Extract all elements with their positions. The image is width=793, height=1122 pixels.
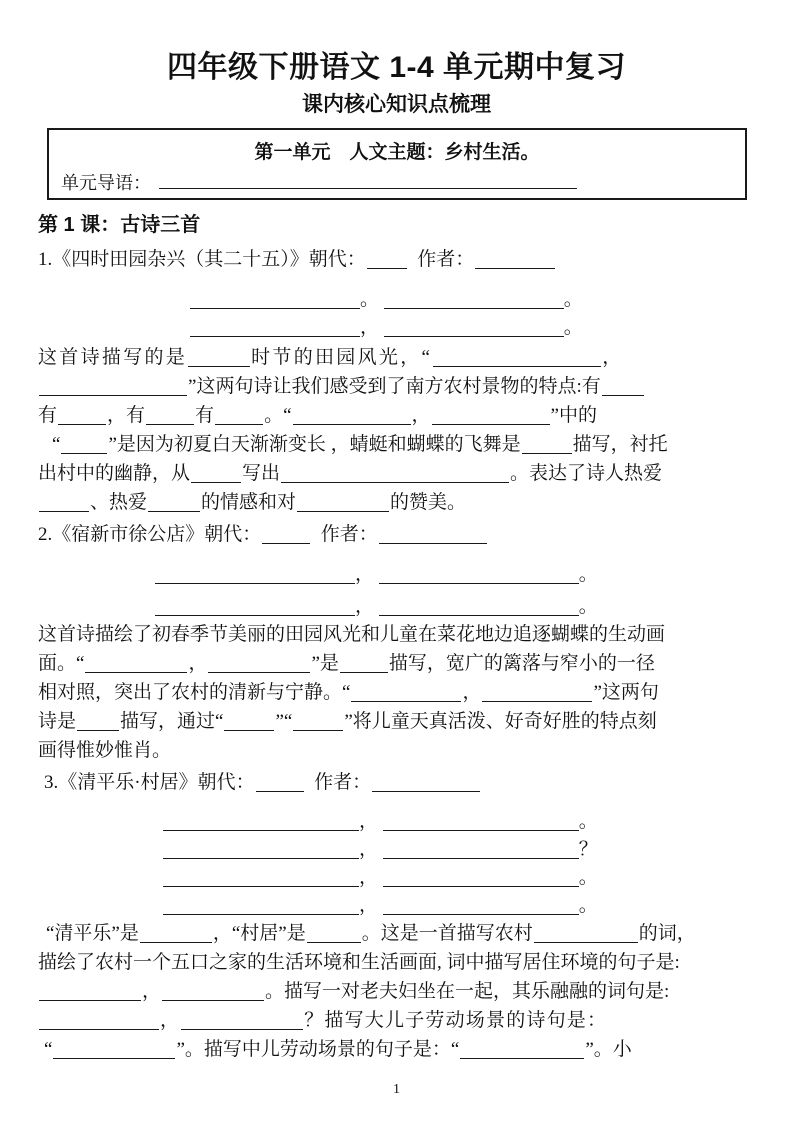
quote-close: ”	[550, 405, 559, 426]
text-xiao: 。小	[593, 1039, 632, 1060]
blank[interactable]	[534, 925, 638, 943]
unit-guide-blank[interactable]	[159, 172, 577, 189]
blank[interactable]	[307, 925, 361, 943]
blank[interactable]	[297, 494, 389, 512]
text-deci: 的词，	[638, 923, 696, 944]
text-qingpingyue: “清平乐”是	[46, 923, 139, 944]
blank[interactable]	[351, 684, 461, 702]
poem-1-dynasty-blank[interactable]	[367, 251, 407, 269]
quote-open: “	[450, 1039, 460, 1060]
poem-2-line-2-blank-a[interactable]	[155, 597, 355, 616]
poem-3-analysis-line-4	[38, 1011, 607, 1030]
blank[interactable]	[602, 378, 644, 396]
poem-1-line-1	[190, 290, 583, 309]
blank[interactable]	[85, 655, 187, 673]
text-miaoxiedaerzi: ？描写大儿子劳动场景的诗句是：	[304, 1010, 608, 1031]
blank[interactable]	[482, 684, 592, 702]
poem-3-line-1-blank-a[interactable]	[163, 812, 359, 831]
blank[interactable]	[61, 436, 107, 454]
text-deqinggan: 的情感和对	[201, 492, 297, 513]
punct-period: 。	[264, 405, 284, 426]
poem-2-line-1-blank-a[interactable]	[155, 565, 355, 584]
text-shijie: 时节的田园风光，	[251, 347, 422, 368]
poem-3-line-4	[163, 896, 598, 915]
quote-open: “	[44, 1039, 53, 1060]
poem-3-line-1	[163, 812, 598, 831]
poem-2-line-1-punct-b: 。	[578, 564, 598, 586]
blank[interactable]	[148, 494, 200, 512]
lesson-heading: 第 1 课：古诗三首	[38, 214, 201, 236]
poem-2-analysis-line-1: 这首诗描绘了初春季节美丽的田园风光和儿童在菜花地边追逐蝴蝶的生动画	[38, 624, 666, 645]
text-xiangduizhao: 相对照，突出了农村的清新与宁静。	[38, 682, 343, 703]
blank[interactable]	[432, 407, 550, 425]
quote-open: “	[342, 682, 351, 703]
poem-3-author-blank[interactable]	[372, 774, 480, 792]
quote-close: ”	[188, 376, 197, 397]
text-mian: 面。	[38, 653, 77, 674]
poem-1-line-2-blank-b[interactable]	[384, 318, 564, 337]
poem-2-analysis-line-5: 画得惟妙惟肖。	[38, 740, 172, 761]
text-miaoxietongguo: 描写，通过	[120, 711, 216, 732]
poem-1-line-2	[190, 318, 583, 337]
blank[interactable]	[77, 713, 119, 731]
poem-2-index: 2.	[38, 524, 53, 545]
text-miaoxiekuan: 描写，宽广的篱落与窄小的一径	[388, 653, 655, 674]
poem-3-line-4-punct-b: 。	[578, 895, 598, 917]
page-number: 1	[393, 1082, 400, 1097]
poem-3-title: 《清平乐·村居》	[58, 772, 198, 793]
text-xiechu: 写出	[242, 463, 281, 484]
text-zheliangju2: 这两句	[601, 682, 659, 703]
punct-comma: ，	[107, 405, 127, 426]
poem-1-title-line	[38, 250, 556, 269]
poem-1-line-1-punct-b: 。	[563, 289, 583, 311]
text-shiyinwei: 是因为初夏白天渐渐变长 ，蜻蜓和蝴蝶的飞舞是	[116, 434, 521, 455]
poem-3-line-2-punct-a: ，	[359, 839, 379, 861]
poem-2-line-2-punct-b: 。	[578, 596, 598, 618]
poem-1-title: 《四时田园杂兴（其二十五）》	[52, 249, 309, 270]
unit-box	[47, 128, 747, 200]
poem-1-index: 1.	[38, 249, 53, 270]
blank[interactable]	[224, 713, 274, 731]
blank[interactable]	[215, 407, 263, 425]
text-you: 有	[126, 405, 146, 426]
poem-3-line-3-punct-b: 。	[578, 867, 598, 889]
poem-3-analysis-line-5	[44, 1040, 632, 1059]
poem-3-line-4-blank-b[interactable]	[383, 896, 579, 915]
poem-3-index: 3.	[44, 772, 59, 793]
text-zheshi: 。这是一首描写农村	[361, 923, 533, 944]
poem-3-line-3	[163, 868, 598, 887]
poem-1-line-1-punct-a: 。	[360, 289, 380, 311]
text-zheliangju: 这两句诗让我们感受到了南方农村景物的特点:	[196, 376, 582, 397]
text-zheshoushi: 这首诗描写的是	[38, 347, 188, 368]
poem-3-analysis-line-2: 描绘了农村一个五口之家的生活环境和生活画面, 词中描写居住环境的句子是:	[38, 952, 680, 973]
poem-3-line-2-punct-b: ？	[578, 839, 598, 861]
poem-3-dynasty-blank[interactable]	[256, 774, 304, 792]
quote-open: “	[52, 434, 61, 455]
poem-1-analysis-line-5	[38, 464, 662, 483]
punct-comma: ，	[602, 347, 624, 368]
quote-open: “	[283, 711, 293, 732]
poem-2-line-1-blank-b[interactable]	[379, 565, 579, 584]
poem-3-line-3-blank-a[interactable]	[163, 868, 359, 887]
poem-3-line-2-blank-b[interactable]	[383, 840, 579, 859]
poem-1-analysis-line-3	[38, 406, 597, 425]
quote-close: ”	[585, 1039, 594, 1060]
blank[interactable]	[146, 407, 194, 425]
poem-3-line-1-punct-b: 。	[578, 811, 598, 833]
punct-comma: ，	[462, 682, 482, 703]
poem-1-line-1-blank-a[interactable]	[190, 290, 360, 309]
text-chucunzhong: 出村中的幽静，从	[38, 463, 191, 484]
unit-guide-label: 单元导语：	[61, 173, 151, 193]
unit-guide-row	[61, 169, 733, 195]
text-shi: 是	[319, 653, 339, 674]
poem-2-line-2	[155, 597, 598, 616]
poem-2-line-2-punct-a: ，	[355, 596, 375, 618]
text-shishi: 诗是	[38, 711, 77, 732]
quote-open: “	[76, 653, 85, 674]
blank[interactable]	[281, 465, 509, 483]
poem-3-line-1-punct-a: ，	[359, 811, 379, 833]
poem-2-author-blank[interactable]	[379, 526, 487, 544]
blank[interactable]	[522, 436, 572, 454]
text-biaoda: 。表达了诗人热爱	[510, 463, 663, 484]
blank[interactable]	[39, 378, 187, 396]
poem-2-line-1	[155, 565, 598, 584]
poem-1-analysis-line-1	[38, 348, 624, 367]
poem-2-analysis-line-4	[38, 712, 657, 731]
text-cunju: ，“村居”是	[212, 923, 306, 944]
poem-3-line-1-blank-b[interactable]	[383, 812, 579, 831]
poem-1-author-blank[interactable]	[475, 251, 555, 269]
blank[interactable]	[293, 713, 343, 731]
poem-2-author-label: 作者：	[320, 524, 378, 545]
poem-1-line-1-blank-b[interactable]	[384, 290, 564, 309]
poem-3-line-2	[163, 840, 598, 859]
page-title: 四年级下册语文 1-4 单元期中复习	[166, 51, 627, 84]
poem-3-line-3-punct-a: ，	[359, 867, 379, 889]
blank[interactable]	[460, 1041, 584, 1059]
quote-close: ”	[593, 682, 602, 703]
poem-1-line-2-blank-a[interactable]	[190, 318, 360, 337]
quote-close: ”	[311, 653, 320, 674]
blank[interactable]	[188, 349, 250, 367]
quote-open: “	[283, 405, 292, 426]
poem-3-line-4-punct-a: ，	[359, 895, 379, 917]
poem-2-dynasty-label: 朝代：	[204, 524, 262, 545]
quote-close: ”	[275, 711, 284, 732]
poem-1-analysis-line-4	[52, 435, 668, 454]
quote-close: ”	[344, 711, 353, 732]
text-dezanmei: 的赞美。	[390, 492, 467, 513]
unit-heading: 第一单元 人文主题：乡村生活。	[254, 142, 540, 163]
text-you: 有	[581, 376, 601, 397]
quote-open: “	[421, 347, 433, 368]
blank[interactable]	[340, 655, 388, 673]
poem-3-author-label: 作者：	[314, 772, 372, 793]
poem-3-analysis-line-3	[38, 982, 669, 1001]
poem-1-line-2-punct-b: 。	[563, 317, 583, 339]
blank[interactable]	[181, 1012, 303, 1030]
poem-1-dynasty-label: 朝代：	[308, 249, 366, 270]
text-zhongde: 中的	[558, 405, 597, 426]
punct-comma: ，	[411, 405, 431, 426]
poem-3-line-3-blank-b[interactable]	[383, 868, 579, 887]
text-jiangertong: 将儿童天真活泼、好奇好胜的特点刻	[352, 711, 657, 732]
blank[interactable]	[58, 407, 106, 425]
text-miaoxiezhonger: 。描写中儿劳动场景的句子是：	[184, 1039, 451, 1060]
poem-1-line-2-punct-a: ，	[360, 317, 380, 339]
punct-comma: ，	[188, 653, 208, 674]
poem-2-title-line	[38, 525, 488, 544]
poem-2-title: 《宿新市徐公店》	[52, 524, 205, 545]
poem-3-line-2-blank-a[interactable]	[163, 840, 359, 859]
poem-2-analysis-line-2	[38, 654, 655, 673]
punct-comma: ，	[160, 1010, 181, 1031]
blank[interactable]	[433, 349, 601, 367]
poem-1-author-label: 作者：	[417, 249, 475, 270]
blank[interactable]	[208, 655, 310, 673]
blank[interactable]	[39, 1012, 159, 1030]
text-miaoxielaofufu: 。描写一对老夫妇坐在一起，其乐融融的词句是:	[265, 981, 670, 1002]
punct-comma: ，	[142, 981, 162, 1002]
poem-3-analysis-line-1	[46, 924, 696, 943]
blank[interactable]	[140, 925, 212, 943]
quote-close: ”	[176, 1039, 185, 1060]
quote-close: ”	[108, 434, 117, 455]
poem-1-analysis-line-6	[38, 493, 466, 512]
blank[interactable]	[162, 983, 264, 1001]
blank[interactable]	[293, 407, 411, 425]
poem-2-line-1-punct-a: ，	[355, 564, 375, 586]
text-miaoxie: 描写，衬托	[572, 434, 668, 455]
poem-3-line-4-blank-a[interactable]	[163, 896, 359, 915]
page-subtitle: 课内核心知识点梳理	[302, 93, 491, 116]
blank[interactable]	[39, 983, 141, 1001]
text-reai: 、热爱	[90, 492, 148, 513]
blank[interactable]	[39, 494, 89, 512]
text-you: 有	[38, 405, 58, 426]
poem-2-dynasty-blank[interactable]	[262, 526, 310, 544]
poem-3-dynasty-label: 朝代：	[197, 772, 255, 793]
blank[interactable]	[53, 1041, 175, 1059]
poem-1-analysis-line-2	[38, 377, 645, 396]
poem-2-analysis-line-3	[38, 683, 659, 702]
quote-open: “	[215, 711, 224, 732]
poem-3-title-line	[44, 773, 481, 792]
text-you: 有	[195, 405, 215, 426]
poem-2-line-2-blank-b[interactable]	[379, 597, 579, 616]
blank[interactable]	[191, 465, 241, 483]
